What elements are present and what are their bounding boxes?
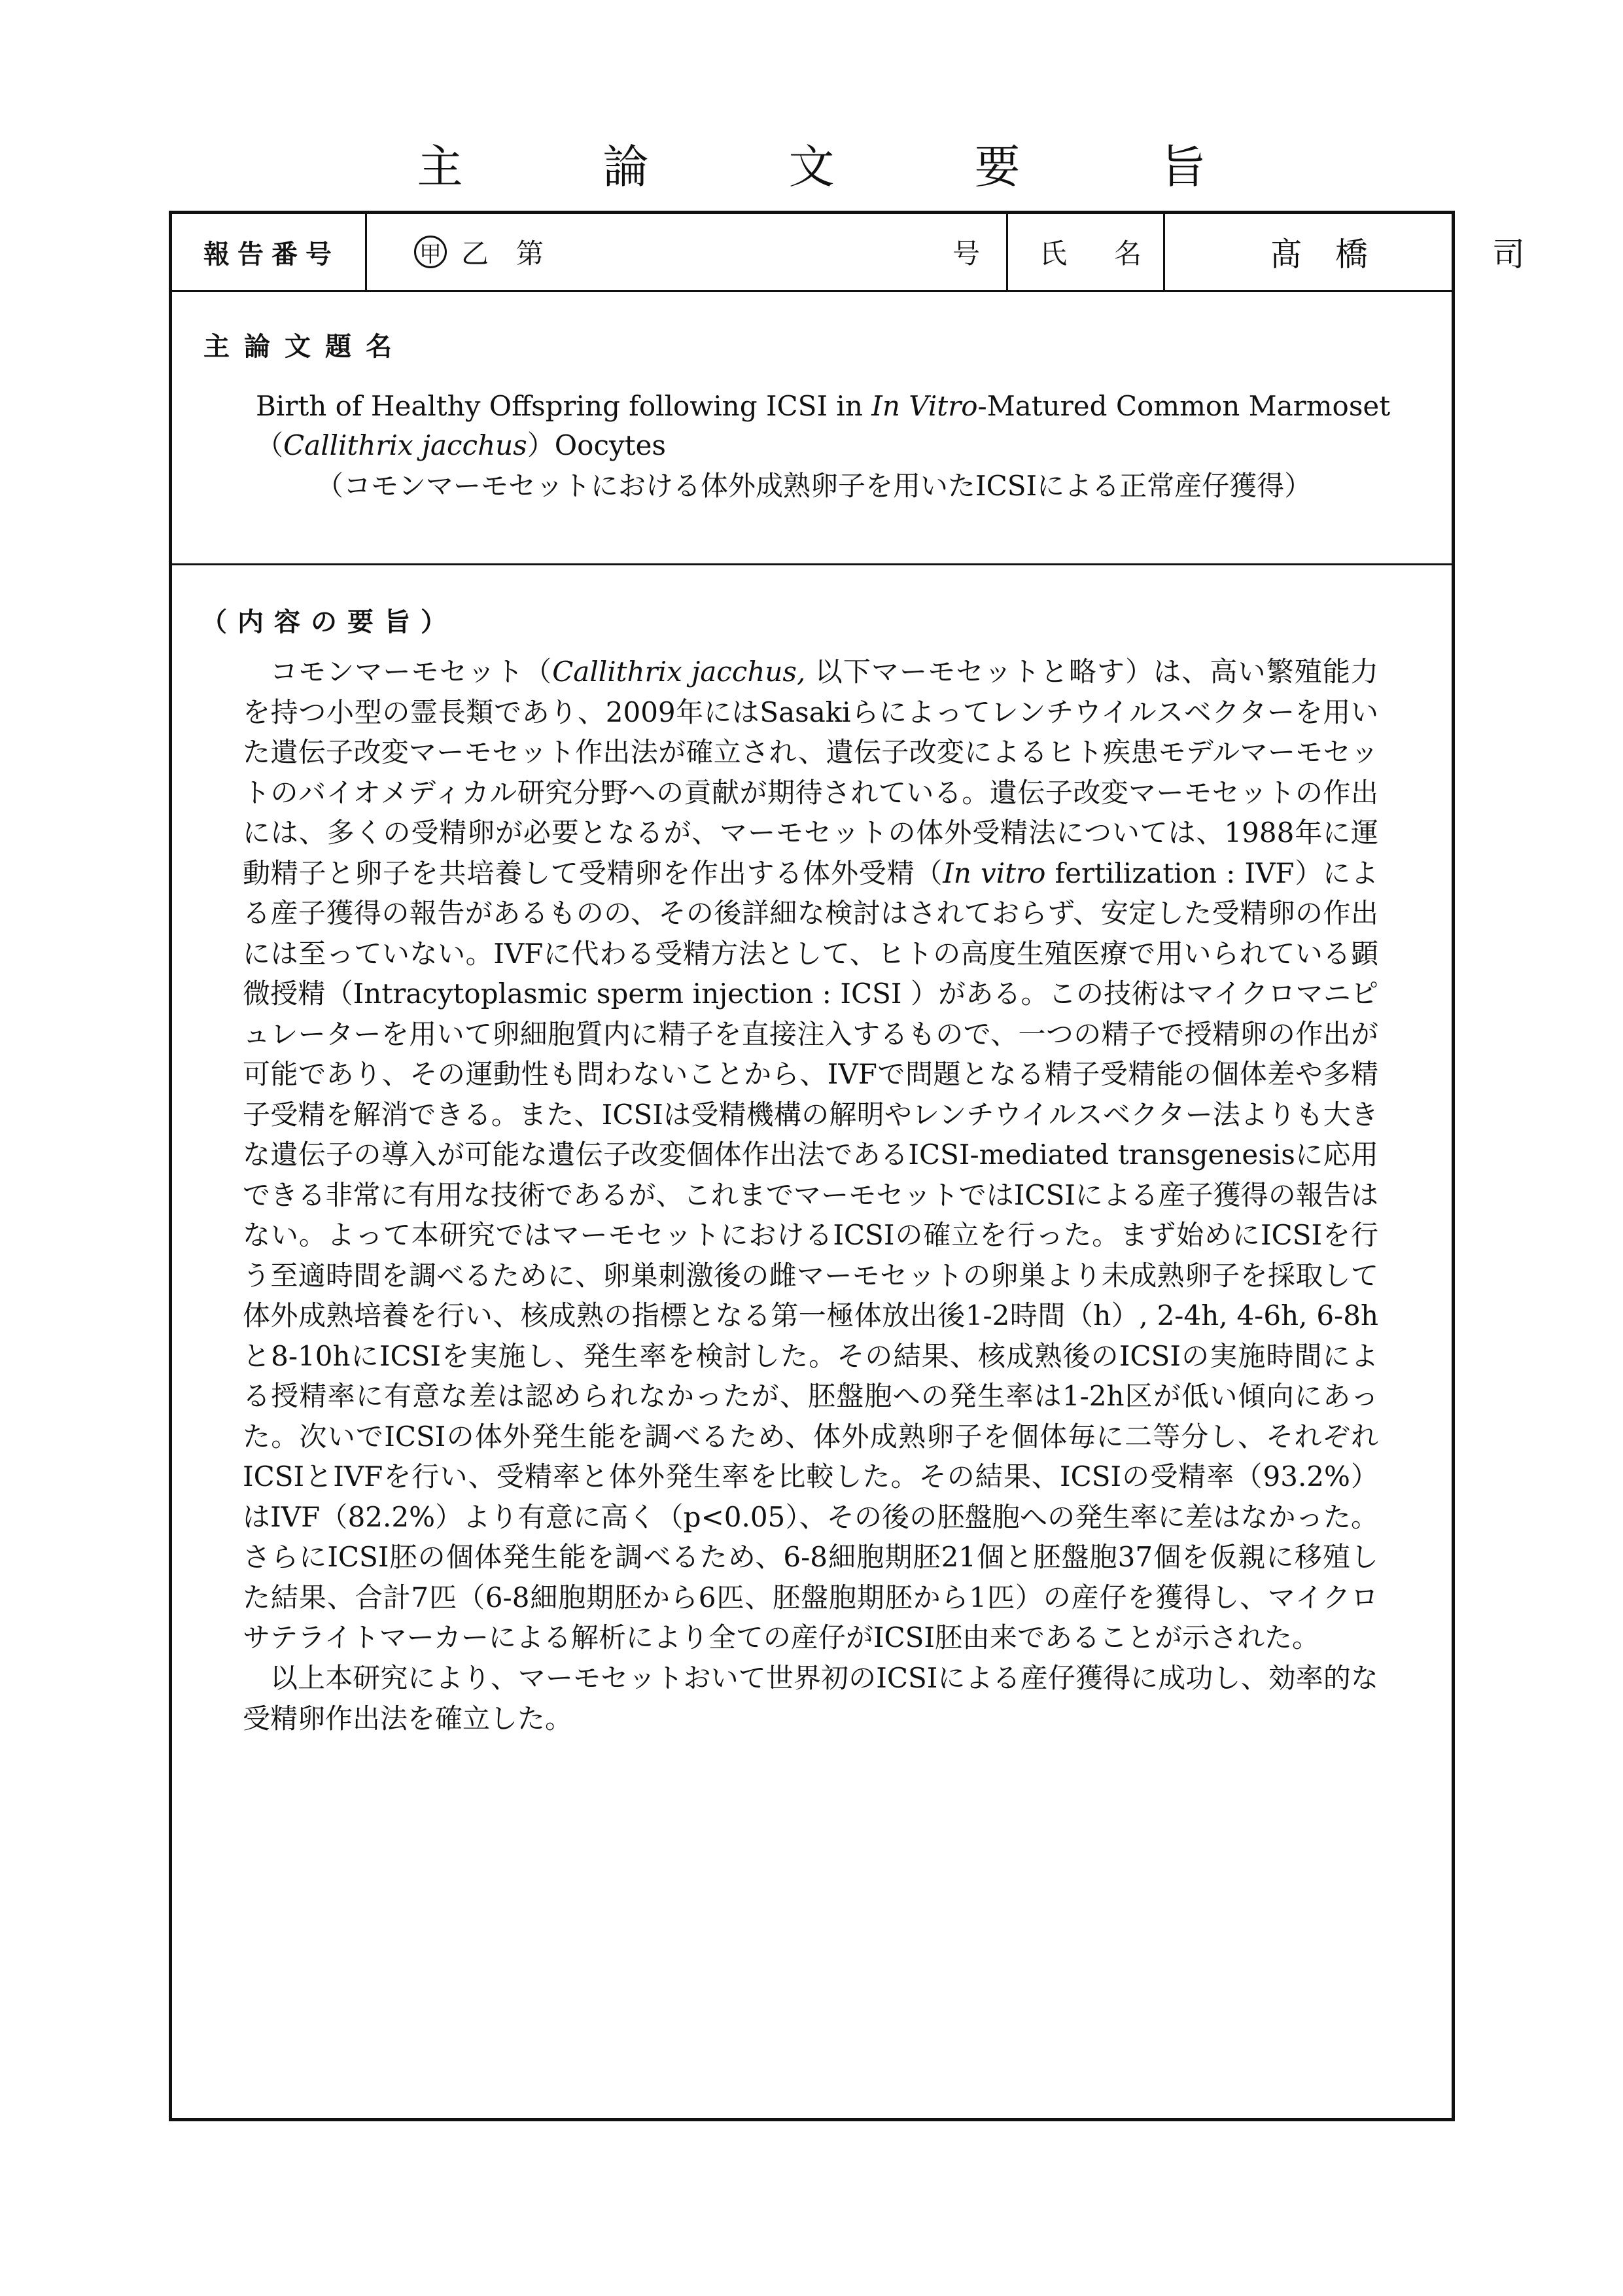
summary-paragraph-1 bbox=[243, 652, 1378, 1658]
thesis-title-en-part: ）Oocytes bbox=[527, 429, 666, 461]
thesis-title-label: 主論文題名 bbox=[203, 332, 406, 362]
species-italic: Callithrix jacchus, bbox=[552, 656, 806, 688]
thesis-title-section bbox=[172, 290, 1452, 565]
thesis-title-en-line2 bbox=[256, 427, 666, 464]
gou-text: 号 bbox=[952, 238, 981, 270]
given-name: 司 bbox=[1492, 236, 1525, 274]
report-number-label-cell bbox=[172, 214, 365, 290]
species-italic: Callithrix jacchus bbox=[283, 429, 527, 461]
text-run: 以下マーモセットと略す）は、高い繁殖能力を持つ小型の霊長類であり、2009年にはSasakiらによってレンチウイルスベクターを用いた遺伝子改変マーモセット作出法が確立され、遺伝子改変によるヒト疾患モデルマーモセットのバイオメディカル研究分野への貢献が期待されている。遺伝子改変マーモセットの作出には、多くの受精卵が必要となるが、マーモセットの体外受精法については、1988年に運動精子と卵子を共培養して受精卵を作出する体外受精（ bbox=[243, 656, 1378, 889]
family-name: 髙 橋 bbox=[1270, 236, 1368, 274]
summary-paragraph-2: 以上本研究により、マーモセットおいて世界初のICSIによる産仔獲得に成功し、効率的な受精卵作出法を確立した。 bbox=[243, 1662, 1378, 1735]
page-title: 主 論 文 要 旨 bbox=[417, 140, 1253, 194]
in-vitro-italic: In vitro bbox=[943, 857, 1046, 889]
name-value-cell bbox=[1163, 214, 1525, 290]
report-number-label: 報告番号 bbox=[203, 239, 340, 270]
summary-label: （内容の要旨） bbox=[201, 607, 457, 637]
thesis-title-italic: In Vitro bbox=[871, 390, 978, 422]
text-run: コモンマーモセット（ bbox=[270, 656, 553, 688]
thesis-title-en-line1 bbox=[256, 388, 1390, 425]
header-row bbox=[172, 214, 1525, 292]
text-run: fertilization : IVF）による産子獲得の報告があるものの、その後詳細な検討はされておらず、安定した受精卵の作出には至っていない。IVFに代わる受精方法として、ヒトの高度生殖医療で用いられている顕微授精（Intracytoplasmic sperm injection : ICSI ）がある。この技術はマイクロマニピュレーターを用いて卵細胞質内に精子を直接注入するもので、一つの精子で授精卵の作出が可能であり、その運動性も問わないことから、IVFで問題となる精子受精能の個体差や多精子受精を解消できる。また、ICSIは受精機構の解明やレンチウイルスベクター法よりも大きな遺伝子の導入が可能な遺伝子改変個体作出法であるICSI-mediated transgenesisに応用できる非常に有用な技術であるが、これまでマーモセットではICSIによる産子獲得の報告はない。よって本研究ではマーモセットにおけるICSIの確立を行った。まず始めにICSIを行う至適時間を調べるために、卵巣刺激後の雌マーモセットの卵巣より未成熟卵子を採取して体外成熟培養を行い、核成熟の指標となる第一極体放出後1-2時間（h）, 2-4h, 4-6h, 6-8hと8-10hにICSIを実施し、発生率を検討した。その結果、核成熟後のICSIの実施時間による授精率に有意な差は認められなかったが、胚盤胞への発生率は1-2h区が低い傾向にあった。次いでICSIの体外発生能を調べるため、体外成熟卵子を個体毎に二等分し、それぞれICSIとIVFを行い、受精率と体外発生率を比較した。その結果、ICSIの受精率（93.2%）はIVF（82.2%）より有意に高く（p<0.05）、その後の胚盤胞への発生率に差はなかった。さらにICSI胚の個体発生能を調べるため、6-8細胞期胚21個と胚盤胞37個を仮親に移殖した結果、合計7匹（6-8細胞期胚から6匹、胚盤胞期胚から1匹）の産仔を獲得し、マイクロサテライトマーカーによる解析により全ての産仔がICSI胚由来であることが示された。 bbox=[243, 857, 1378, 1653]
dai-text: 第 bbox=[516, 238, 544, 270]
name-label-first: 氏 bbox=[1039, 238, 1068, 270]
thesis-title-ja: （コモンマーモセットにおける体外成熟卵子を用いたICSIによる正常産仔獲得） bbox=[316, 470, 1312, 502]
thesis-title-en-part: -Matured Common Marmoset bbox=[977, 390, 1391, 422]
report-number-cell bbox=[365, 214, 1006, 290]
kou-circled-mark: 甲 bbox=[414, 236, 447, 268]
otsu-text: 乙 bbox=[461, 238, 489, 270]
summary-form bbox=[169, 211, 1525, 2121]
thesis-title-en-part: Birth of Healthy Offspring following ICSI in bbox=[256, 390, 872, 422]
name-label-second: 名 bbox=[1114, 238, 1142, 270]
name-label-cell bbox=[1006, 214, 1163, 290]
paren-open: （ bbox=[256, 429, 284, 461]
